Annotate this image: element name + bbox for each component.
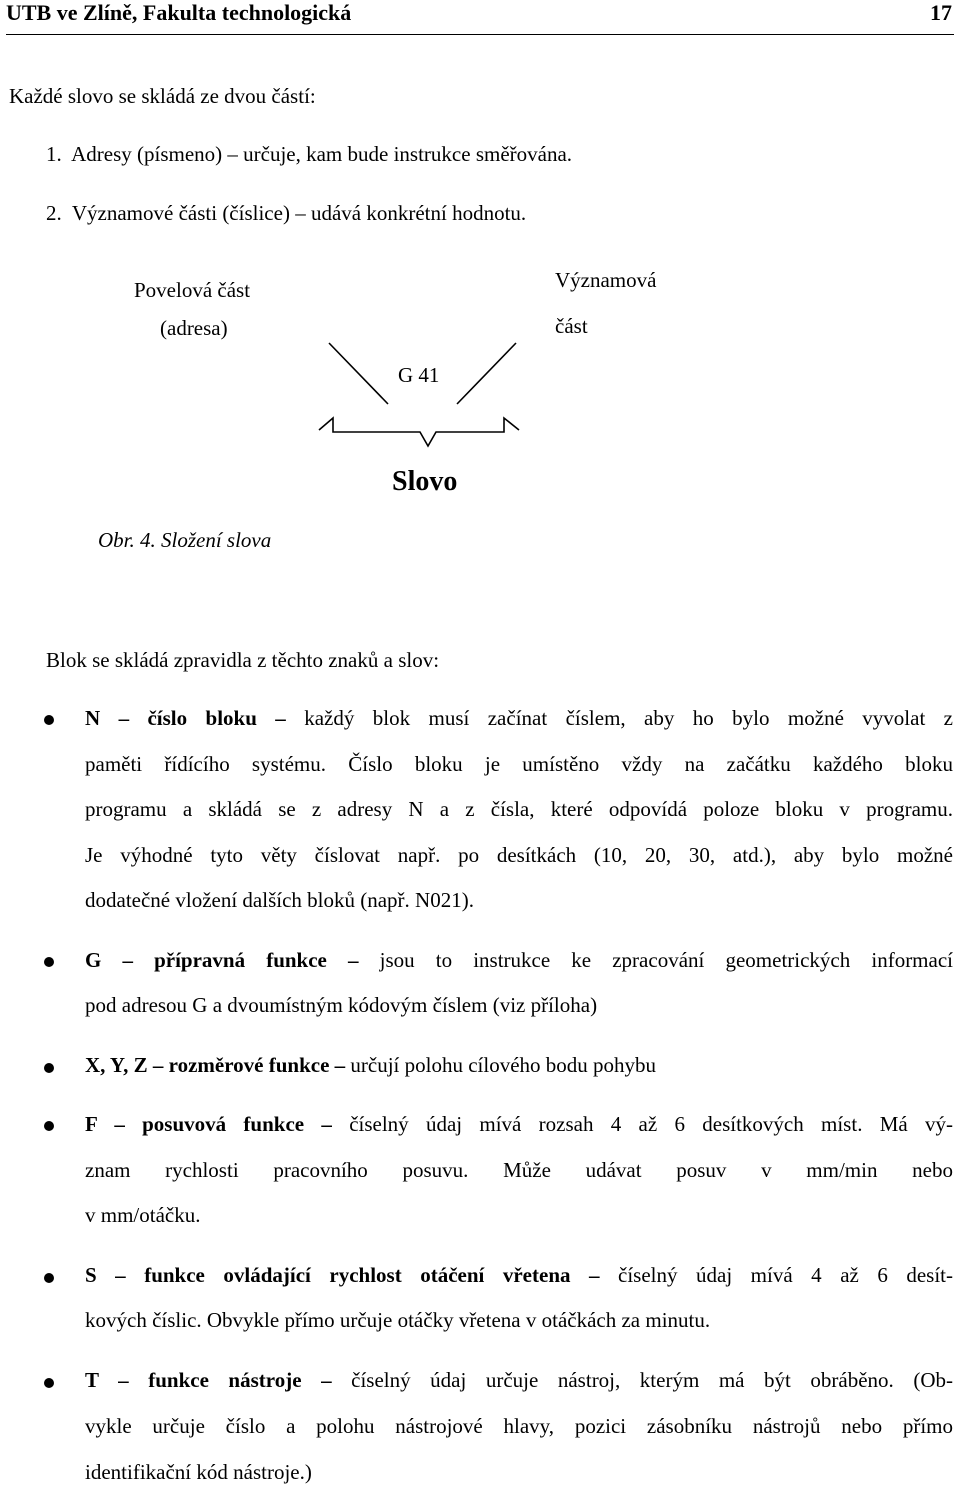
bullet-s-term: S – funkce ovládající rychlost otáčení vřetena – (85, 1263, 600, 1287)
figure-diagram (0, 0, 960, 560)
brace-shape (319, 418, 519, 446)
bullet-n (44, 715, 54, 725)
bullet-f-line-3: v mm/otáčku. (85, 1203, 201, 1227)
bullet-s (44, 1273, 54, 1283)
bullet-xyz-line-1: X, Y, Z – rozměrové funkce – určují polohu cílového bodu pohybu (85, 1053, 657, 1077)
bullet-t-line-2: vykle určuje číslo a polohu nástrojové hlavy, pozici zásobníku nástrojů nebo přímo (85, 1414, 953, 1438)
figure-center-code: G 41 (398, 363, 440, 387)
bullet-g (44, 957, 54, 967)
intro-item-2: 2. Významové části (číslice) – udává konkrétní hodnotu. (46, 201, 527, 225)
bullet-t-term: T – funkce nástroje – (85, 1368, 332, 1392)
bullet-t (44, 1378, 54, 1388)
figure-bottom-label: Slovo (392, 466, 458, 497)
pointer-line-right (457, 343, 516, 404)
figure-caption: Obr. 4. Složení slova (98, 528, 272, 552)
intro-item-1: 1. Adresy (písmeno) – určuje, kam bude instrukce směřována. (46, 142, 573, 166)
bullet-g-line-2: pod adresou G a dvoumístným kódovým číslem (viz příloha) (85, 993, 598, 1017)
bullet-f-line-1: F – posuvová funkce – číselný údaj mívá rozsah 4 až 6 desítkových míst. Má vý- (85, 1112, 953, 1136)
bullet-f (44, 1121, 54, 1131)
bullet-xyz (44, 1063, 54, 1073)
bullet-n-line-4: Je výhodné tyto věty číslovat např. po desítkách (10, 20, 30, atd.), aby bylo možné (85, 843, 953, 867)
bullet-t-line-3: identifikační kód nástroje.) (85, 1460, 312, 1484)
bullet-n-term: N – číslo bloku – (85, 706, 286, 730)
intro-lead: Každé slovo se skládá ze dvou částí: (9, 84, 316, 108)
bullet-s-line-2: kových číslic. Obvykle přímo určuje otáčky vřetena v otáčkách za minutu. (85, 1308, 711, 1332)
figure-left-label-1: Povelová část (134, 278, 251, 302)
figure-right-label-1: Významová (555, 268, 657, 292)
page-number: 17 (930, 0, 952, 25)
pointer-line-left (329, 343, 388, 404)
bullet-n-line-5: dodatečné vložení dalších bloků (např. N021). (85, 888, 474, 912)
bullet-n-line-3: programu a skládá se z adresy N a z čísla, které odpovídá poloze bloku v programu. (85, 797, 953, 821)
bullet-n-line-1: N – číslo bloku – každý blok musí začínat číslem, aby ho bylo možné vyvolat z (85, 706, 954, 730)
bullet-n-line-2: paměti řídícího systému. Číslo bloku je umístěno vždy na začátku každého bloku (85, 752, 953, 776)
bullet-s-line-1: S – funkce ovládající rychlost otáčení vřetena – číselný údaj mívá 4 až 6 desít- (85, 1263, 954, 1287)
figure-left-label-2: (adresa) (160, 316, 228, 340)
bullet-g-term: G – přípravná funkce – (85, 948, 359, 972)
bullet-f-line-2: znam rychlosti pracovního posuvu. Může udávat posuv v mm/min nebo (85, 1158, 953, 1182)
bullet-t-line-1: T – funkce nástroje – číselný údaj určuje nástroj, kterým má být obráběno. (Ob- (85, 1368, 953, 1392)
header-title: UTB ve Zlíně, Fakulta technologická (6, 0, 352, 25)
bullet-f-term: F – posuvová funkce – (85, 1112, 332, 1136)
bullet-g-line-1: G – přípravná funkce – jsou to instrukce ke zpracování geometrických informací (85, 948, 953, 972)
bullet-xyz-term: X, Y, Z – rozměrové funkce – (85, 1053, 346, 1077)
block-intro: Blok se skládá zpravidla z těchto znaků a slov: (46, 648, 440, 672)
figure-right-label-2: část (555, 314, 588, 338)
